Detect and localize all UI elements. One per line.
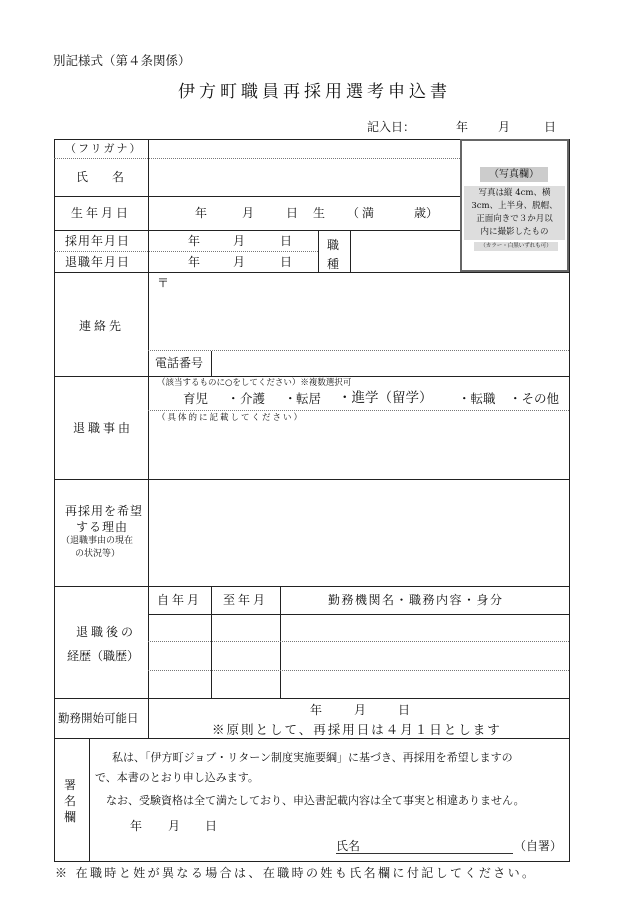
phone-label: 電話番号 (155, 356, 204, 370)
declaration-line-2: で、本書のとおり申し込みます。 (95, 771, 259, 784)
furigana-field[interactable] (149, 140, 459, 157)
career-label-1: 退職後の (76, 625, 137, 639)
hire-day[interactable]: 日 (280, 234, 293, 248)
reason-separator: ・ (284, 391, 297, 406)
rehire-reason-label-4: の状況等） (75, 549, 121, 559)
reason-option-study[interactable]: ・進学（留学） (338, 390, 433, 406)
declaration-line-1: 私は、「伊方町ジョブ・リターン制度実施要綱」に基づき、再採用を希望しますの (112, 751, 513, 764)
address-field[interactable] (149, 273, 569, 350)
hire-date-label: 採用年月日 (65, 234, 131, 248)
rehire-reason-label-3: （退職事由の現在 (61, 536, 134, 546)
reason-option-relocation[interactable]: 転居 (296, 391, 322, 406)
start-year[interactable]: 年 (310, 703, 323, 717)
phone-field[interactable] (212, 351, 569, 376)
signature-date-month[interactable]: 月 (168, 819, 181, 833)
retire-date-label: 退職年月日 (65, 255, 131, 269)
entry-date-day[interactable]: 日 (544, 120, 557, 134)
signature-name-label: 氏名 (336, 839, 361, 853)
postal-mark: 〒 (157, 276, 170, 290)
hire-month[interactable]: 月 (233, 234, 246, 248)
reason-option-other[interactable]: ・その他 (509, 391, 560, 406)
retire-day[interactable]: 日 (280, 255, 293, 269)
photo-title: （写真欄） (480, 167, 548, 182)
signature-date-year[interactable]: 年 (130, 819, 143, 833)
rehire-reason-label-2: する理由 (76, 520, 129, 534)
reason-label: 退職事由 (73, 421, 134, 435)
reason-option-childcare[interactable]: 育児 (183, 391, 209, 406)
career-detail-header: 勤務機関名・職務内容・身分 (328, 593, 504, 607)
start-date-note: ※原則として、再採用日は４月１日とします (212, 722, 502, 737)
job-type-label: 職種 (327, 238, 340, 271)
age-close: 歳） (414, 206, 439, 220)
signature-date-day[interactable]: 日 (205, 819, 218, 833)
birth-month[interactable]: 月 (242, 206, 255, 220)
name-label: 氏 名 (76, 170, 125, 184)
name-field[interactable] (149, 159, 459, 195)
furigana-label: （フリガナ） (65, 142, 143, 155)
birth-day[interactable]: 日 (286, 206, 299, 220)
photo-line-2: 3cm、上半身、脱帽、 (471, 201, 558, 211)
reason-detail-instruction: （具体的に記載してください） (157, 413, 305, 423)
photo-line-4: 内に撮影したもの (480, 227, 549, 237)
start-date-label: 勤務開始可能日 (58, 711, 139, 725)
career-to-header: 至年月 (223, 593, 269, 607)
reason-instruction: （該当するものに○をしてください）※複数選択可 (157, 378, 352, 388)
job-type-field[interactable] (351, 231, 459, 272)
reason-option-job-change[interactable]: ・転職 (458, 391, 496, 406)
career-label-2: 経歴（職歴） (67, 649, 140, 663)
birth-year[interactable]: 年 (195, 206, 208, 220)
autograph-label: （自署） (514, 839, 563, 853)
photo-instructions (464, 186, 565, 240)
retire-year[interactable]: 年 (188, 255, 201, 269)
entry-date-year[interactable]: 年 (456, 120, 469, 134)
retire-month[interactable]: 月 (233, 255, 246, 269)
declaration-line-3: なお、受験資格は全て満たしており、申込書記載内容は全て事実と相違ありません。 (106, 794, 525, 807)
career-entries-field[interactable] (149, 615, 569, 697)
photo-box[interactable] (460, 139, 569, 272)
reason-option-care[interactable]: 介護 (240, 391, 266, 406)
photo-line-1: 写真は縦 4cm、横 (478, 188, 551, 198)
entry-date-month[interactable]: 月 (498, 120, 511, 134)
start-month[interactable]: 月 (354, 703, 367, 717)
age-open[interactable]: （満 (347, 206, 378, 220)
reason-detail-field[interactable] (149, 426, 569, 478)
photo-note: （カラー・白黒いずれも可） (474, 242, 558, 251)
signature-label-3: 欄 (64, 810, 77, 824)
hire-year[interactable]: 年 (188, 234, 201, 248)
career-from-header: 自年月 (157, 593, 203, 607)
form-reference: 別記様式（第４条関係） (53, 53, 191, 68)
birth-sei: 生 (313, 206, 326, 220)
signature-label-2: 名 (64, 794, 77, 808)
signature-label-1: 署 (64, 778, 77, 792)
reason-separator: ・ (227, 391, 240, 406)
footer-note: ※ 在職時と姓が異なる場合は、在職時の姓も氏名欄に付記してください。 (55, 866, 537, 880)
entry-date-label: 記入日： (367, 120, 416, 134)
photo-line-3: 正面向きで３か月以 (476, 214, 553, 224)
birth-date-label: 生年月日 (71, 206, 132, 220)
page-title: 伊方町職員再採用選考申込書 (178, 82, 451, 102)
start-day[interactable]: 日 (398, 703, 411, 717)
rehire-reason-label-1: 再採用を希望 (65, 504, 144, 518)
signature-line[interactable] (336, 853, 513, 854)
rehire-reason-field[interactable] (149, 480, 569, 585)
contact-label: 連絡先 (79, 319, 125, 333)
